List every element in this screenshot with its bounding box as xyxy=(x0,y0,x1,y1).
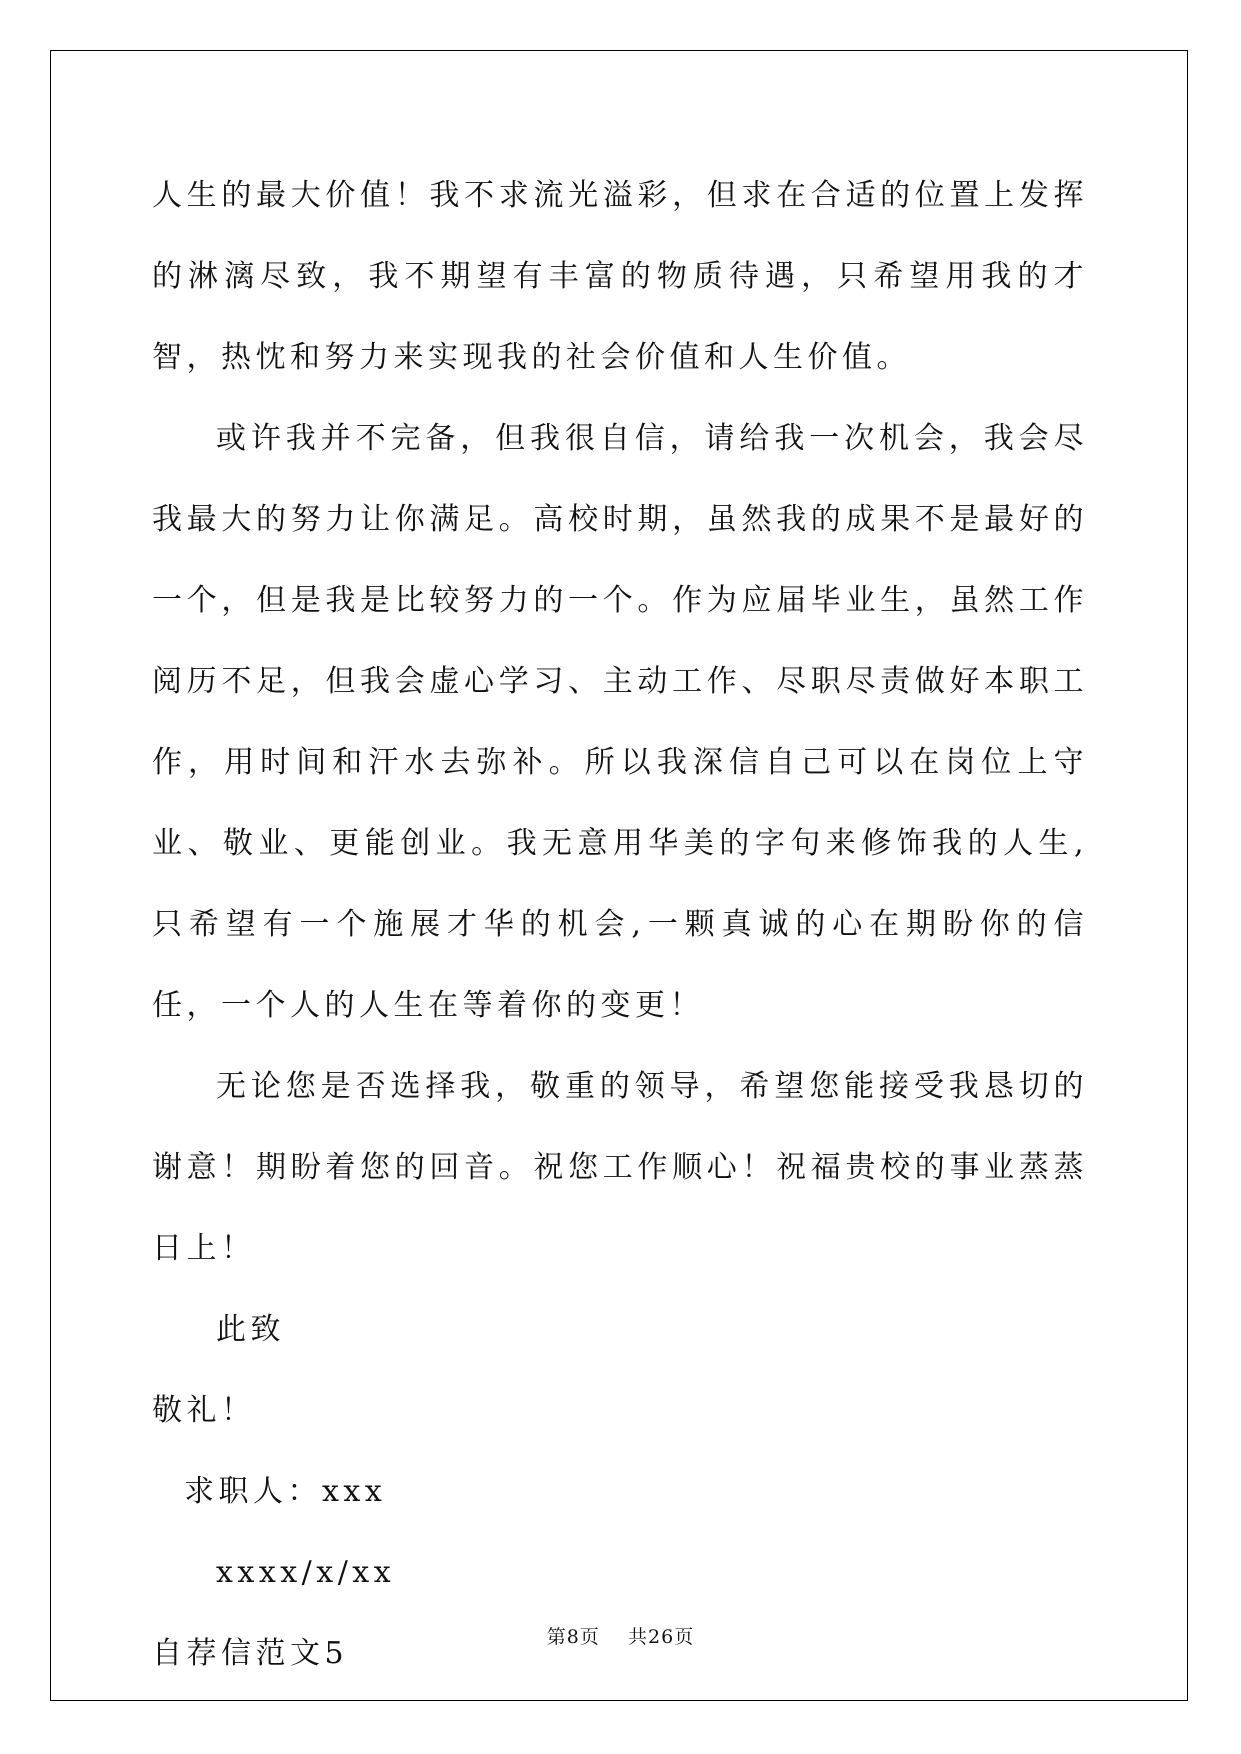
salute-line: 敬礼！ xyxy=(152,1393,256,1428)
page-number: 第8页 xyxy=(546,1626,600,1648)
signature-line: 求职人：xxx xyxy=(184,1474,387,1509)
paragraph-1: 人生的最大价值！我不求流光溢彩，但求在合适的位置上发挥的淋漓尽致，我不期望有丰富的物质待遇，只希望用我的才智，热忱和努力来实现我的社会价值和人生价值。 xyxy=(152,178,1088,375)
closing-line: 此致 xyxy=(216,1312,285,1347)
next-section-heading: 自荐信范文5 xyxy=(152,1636,349,1671)
paragraph-2: 或许我并不完备，但我很自信，请给我一次机会，我会尽我最大的努力让你满足。高校时期，虽然我的成果不是最好的一个，但是我是比较努力的一个。作为应届毕业生，虽然工作阅历不足，但我会虚心学习、主动工作、尽职尽责做好本职工作，用时间和汗水去弥补。所以我深信自己可以在岗位上守业、敬业、更能创业。我无意用华美的字句来修饰我的人生,只希望有一个施展才华的机会,一颗真诚的心在期盼你的信任，一个人的人生在等着你的变更！ xyxy=(152,421,1088,1023)
letter-body xyxy=(152,155,1088,1694)
date-line: xxxx/x/xx xyxy=(216,1555,396,1590)
page-footer xyxy=(0,1622,1241,1649)
paragraph-3: 无论您是否选择我，敬重的领导，希望您能接受我恳切的谢意！期盼着您的回音。祝您工作顺心！祝福贵校的事业蒸蒸日上！ xyxy=(152,1069,1088,1266)
page-total: 共26页 xyxy=(628,1626,695,1648)
